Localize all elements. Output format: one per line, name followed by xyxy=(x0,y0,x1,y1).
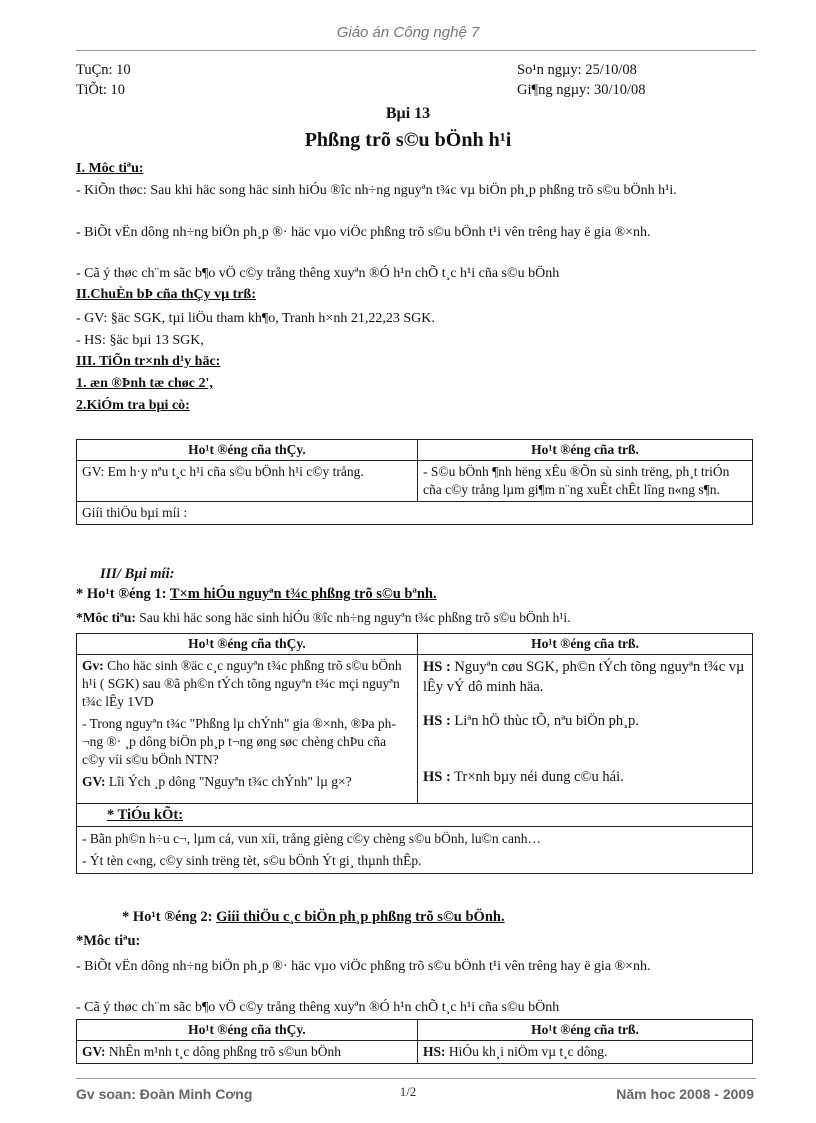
activity-2-teacher-cell xyxy=(77,1041,418,1064)
activity-1-prefix: * Ho¹t ®éng 1: xyxy=(76,586,170,602)
objectives-heading: I. Môc tiªu: xyxy=(76,161,144,176)
preparation-heading: II.ChuÈn bÞ cña thÇy vµ trß: xyxy=(76,287,256,302)
teacher-step-1-label: Gv: xyxy=(82,658,104,673)
student-step-1-text: Nguyªn cøu SGK, ph©n tÝch tõng nguyªn t¾c vµ lÊy vÝ dô minh häa. xyxy=(423,659,745,695)
review-table-header-teacher: Ho¹t ®éng cña thÇy. xyxy=(77,440,418,461)
student-step-3 xyxy=(423,767,747,787)
activity-1-goal xyxy=(76,610,571,626)
summary-line-1: - Bãn ph©n h÷u c¬, lµm cá, vun xíi, trång gièng c©y chèng s©u bÖnh, lu©n canh… xyxy=(82,831,541,846)
activity-2-goal-label: *Môc tiªu: xyxy=(76,933,141,949)
activity-1-teacher-cell xyxy=(77,655,418,804)
student-step-3-label: HS : xyxy=(423,769,451,785)
activity-2-header-student: Ho¹t ®éng cña trß. xyxy=(418,1020,753,1041)
activity-2-title: Giíi thiÖu c¸c biÖn ph¸p phßng trõ s©u bÖnh. xyxy=(216,909,505,925)
student-step-2-label: HS : xyxy=(423,713,451,729)
activity-2-prefix: * Ho¹t ®éng 2: xyxy=(122,909,217,925)
week-label: TuÇn: 10 xyxy=(76,62,131,78)
activity-1-goal-text: Sau khi häc song häc sinh hiÓu ®îc nh÷ng nguyªn t¾c phßng trõ s©u bÖnh h¹i. xyxy=(139,610,571,625)
teacher-step-3 xyxy=(82,773,412,791)
new-lesson-intro: Giíi thiÖu bµi míi : xyxy=(77,502,753,525)
activity-2-student-text: HiÓu kh¸i niÖm vµ t¸c dông. xyxy=(445,1044,608,1059)
student-step-1-label: HS : xyxy=(423,659,451,675)
preparation-teacher: - GV: §äc SGK, tµi liÖu tham kh¶o, Tranh h×nh 21,22,23 SGK. xyxy=(76,311,435,326)
objective-attitude: - Cã ý thøc ch¨m sãc b¶o vÖ c©y trång thêng xuyªn ®Ó h¹n chÕ t¸c h¹i cña s©u bÖnh xyxy=(76,266,560,281)
summary-content xyxy=(77,827,753,874)
activity-1-table xyxy=(76,633,753,874)
page-header-title: Giáo án Công nghệ 7 xyxy=(336,24,480,41)
student-step-1 xyxy=(423,657,747,697)
activity-1-header-teacher: Ho¹t ®éng cña thÇy. xyxy=(77,634,418,655)
objective-skill: - BiÕt vËn dông nh÷ng biÖn ph¸p ®· häc vµo viÖc phßng trõ s©u bÖnh t¹i vên trêng hay ë gia ®×nh. xyxy=(76,225,651,240)
activity-1-heading xyxy=(76,586,437,603)
lesson-number: Bµi 13 xyxy=(385,105,431,122)
review-table-header-student: Ho¹t ®éng cña trß. xyxy=(418,440,753,461)
teacher-step-2: - Trong nguyªn t¾c "Phßng lµ chÝnh" gia ®×nh, ®Þa ph¬ng ®· ¸p dông biÖn ph¸p t¬ng øng søc chèng chÞu cña c©y víi s©u bÖnh NTN? xyxy=(82,716,396,767)
review-student-answer: - S©u bÖnh ¶nh hëng xÊu ®Õn sù sinh trëng, ph¸t triÓn cña c©y trång lµm gi¶m n¨ng xuÊt chÊt lîng n«ng s¶n. xyxy=(418,461,753,502)
student-step-2 xyxy=(423,711,747,731)
student-step-2-text: Liªn hÖ thùc tÕ, nªu biÖn ph¸p. xyxy=(450,713,639,729)
teacher-step-3-label: GV: xyxy=(82,774,106,789)
activity-2-goal-2: - Cã ý thøc ch¨m sãc b¶o vÖ c©y trång thêng xuyªn ®Ó h¹n chÕ t¸c h¹i cña s©u bÖnh xyxy=(76,1000,560,1015)
new-lesson-heading: III/ Bµi míi: xyxy=(100,566,175,582)
prepared-date: So¹n ngµy: 25/10/08 xyxy=(517,62,637,78)
activity-2-student-label: HS: xyxy=(423,1044,446,1059)
activity-2-teacher-label: GV: xyxy=(82,1044,106,1059)
activity-2-goal-1: - BiÕt vËn dông nh÷ng biÖn ph¸p ®· häc vµo viÖc phßng trõ s©u bÖnh t¹i vên trêng hay ë gia ®×nh. xyxy=(76,959,651,974)
activity-1-student-cell xyxy=(418,655,753,804)
footer-author: Gv soan: Đoàn Minh Cơng xyxy=(76,1086,253,1102)
student-step-3-text: Tr×nh bµy néi dung c©u hái. xyxy=(450,769,624,785)
lesson-title: Phßng trõ s©u bÖnh h¹i xyxy=(304,129,512,151)
period-label: TiÕt: 10 xyxy=(76,82,126,98)
review-table xyxy=(76,439,753,525)
objective-knowledge: - KiÕn thøc: Sau khi häc song häc sinh hiÓu ®îc nh÷ng nguyªn t¾c vµ biÖn ph¸p phßng trõ s©u bÖnh h¹i. xyxy=(76,183,677,198)
summary-line-2: - Ýt tèn c«ng, c©y sinh trëng tèt, s©u bÖnh Ýt gi¸ thµnh thÊp. xyxy=(82,853,422,868)
review-teacher-question: GV: Em h·y nªu t¸c h¹i cña s©u bÖnh h¹i c©y trång. xyxy=(77,461,418,502)
procedure-heading: III. TiÕn tr×nh d¹y häc: xyxy=(76,354,221,369)
procedure-step-2: 2.KiÓm tra bµi cò: xyxy=(76,398,190,413)
preparation-student: - HS: §äc bµi 13 SGK, xyxy=(76,333,204,348)
teacher-step-1 xyxy=(82,657,412,711)
activity-2-student-cell xyxy=(418,1041,753,1064)
activity-2-header-teacher: Ho¹t ®éng cña thÇy. xyxy=(77,1020,418,1041)
teaching-date: Gi¶ng ngµy: 30/10/08 xyxy=(517,82,646,98)
footer-school-year: Năm hoc 2008 - 2009 xyxy=(616,1086,754,1102)
footer-page-number: 1/2 xyxy=(399,1084,417,1099)
activity-1-goal-label: *Môc tiªu: xyxy=(76,610,140,625)
header-divider xyxy=(76,50,756,51)
teacher-step-3-text: Lîi Ých ¸p dông "Nguyªn t¾c chÝnh" lµ g×? xyxy=(105,774,352,789)
footer-divider xyxy=(76,1078,756,1079)
procedure-step-1: 1. æn ®Þnh tæ chøc 2', xyxy=(76,376,213,391)
teacher-step-1-text: Cho häc sinh ®äc c¸c nguyªn t¾c phßng trõ s©u bÖnh h¹i ( SGK) sau ®ã ph©n tÝch tõng nguyªn t¾c mçi nguyªn t¾c lÊy 1VD xyxy=(82,658,402,709)
activity-2-heading xyxy=(122,909,505,926)
activity-1-title: T×m hiÓu nguyªn t¾c phßng trõ s©u bªnh. xyxy=(169,586,437,602)
summary-label: * TiÓu kÕt: xyxy=(77,804,753,827)
activity-2-teacher-text: NhÊn m¹nh t¸c dông phßng trõ s©un bÖnh xyxy=(105,1044,342,1059)
activity-2-table xyxy=(76,1019,753,1064)
activity-1-header-student: Ho¹t ®éng cña trß. xyxy=(418,634,753,655)
